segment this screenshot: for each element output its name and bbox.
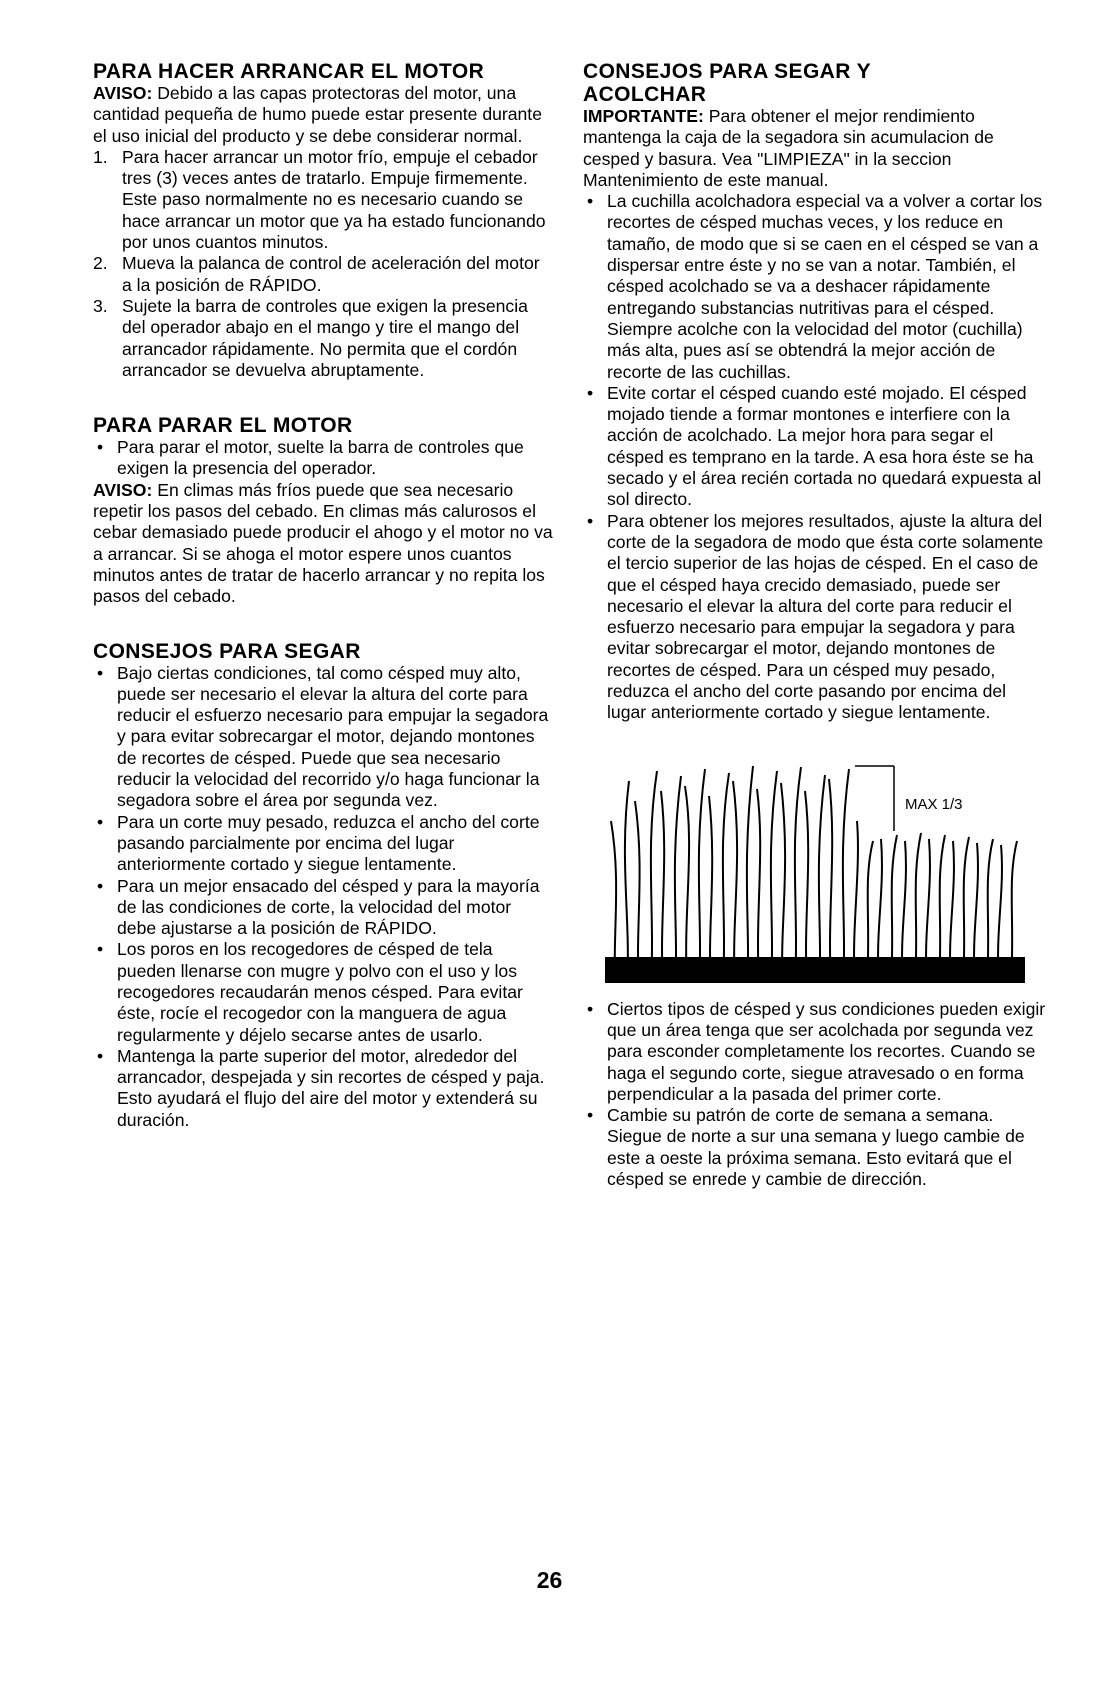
list-item: • Para un corte muy pesado, reduzca el ancho del corte pasando parcialmente por encima del lugar anteriormente cortado y siegue lentamente. [93,812,553,876]
step-text: Mueva la palanca de control de aceleración del motor a la posición de RÁPIDO. [122,253,540,295]
start-steps-list [93,147,553,381]
list-item [93,296,553,381]
list-item: • Para obtener los mejores resultados, ajuste la altura del corte de la segadora de modo que ésta corte solamente el tercio superior de las hojas de césped. En el caso de que el césped haya crecido demasiado, puede ser necesario el elevar la altura del corte para reducir el esfuerzo necesario para empujar la segadora y para evitar sobrecargar el motor, dejando montones de recortes de césped. Para un césped muy pesado, reduzca el ancho del corte pasando por encima del lugar anteriormente cortado y siegue lentamente. [583,511,1048,724]
aviso-paragraph [93,83,553,147]
list-item [93,147,553,253]
section-title-stop-engine: PARA PARAR EL MOTOR [93,414,353,438]
section-title-start-engine: PARA HACER ARRANCAR EL MOTOR [93,60,485,83]
page-number: 26 [536,1567,563,1593]
list-item: • Para parar el motor, suelte la barra de controles que exigen la presencia del operador. [93,437,553,480]
list-item: • Bajo ciertas condiciones, tal como césped muy alto, puede ser necesario el elevar la altura del corte para reducir el esfuerzo necesario para empujar la segadora y para evitar sobrecargar el motor, dejando montones de recortes de césped. Puede que sea necesario reducir la velocidad del recorrido y/o haga funcionar la segadora sobre el área por segunda vez. [93,663,553,812]
mulching-tips-list [583,191,1048,723]
aviso-text: En climas más fríos puede que sea necesario repetir los pasos del cebado. En climas más calurosos el cebar demasiado puede producir el ahogo y el motor no va a arrancar. Si se ahoga el motor espere unos cuantos minutos antes de tratar de hacerlo arrancar y no repita los pasos del cebado. [93,479,553,607]
list-item: • Ciertos tipos de césped y sus condiciones pueden exigir que un área tenga que ser acolchada por segunda vez para esconder completamente los recortes. Cuando se haga el segundo corte, siegue atravesado o en forma perpendicular a la pasada del primer corte. [583,999,1048,1105]
max-cut-label: MAX 1/3 [905,795,963,813]
aviso-label: AVISO: [93,83,153,103]
step-number: 1. [93,146,108,167]
mulching-tips-list-cont [583,999,1048,1191]
list-item [93,253,553,296]
step-number: 3. [93,295,108,316]
important-paragraph [583,106,1048,191]
aviso-text: Debido a las capas protectoras del motor, una cantidad pequeña de humo puede estar presente durante el uso inicial del producto y se debe considerar normal. [93,83,542,146]
list-item: • Mantenga la parte superior del motor, alrededor del arrancador, despejada y sin recortes de césped y paja. Esto ayudará el flujo del aire del motor y extenderá su duración. [93,1046,553,1131]
grass-height-figure [605,761,1025,983]
right-column [583,60,1048,1190]
stop-list [93,437,553,480]
step-number: 2. [93,253,108,274]
important-label: IMPORTANTE: [583,106,704,126]
list-item: • Para un mejor ensacado del césped y para la mayoría de las condiciones de corte, la velocidad del motor debe ajustarse a la posición de RÁPIDO. [93,876,553,940]
step-text: Para hacer arrancar un motor frío, empuje el cebador tres (3) veces antes de tratarlo. Empuje firmemente. Este paso normalmente no es necesario cuando se hace arrancar un motor que ya ha estado funcionando por unos cuantos minutos. [122,146,546,253]
step-text: Sujete la barra de controles que exigen la presencia del operador abajo en el mango y tire el mango del arrancador rápidamente. No permita que el cordón arrancador se devuelva abruptamente. [122,295,528,380]
section-title-mulching-tips: CONSEJOS PARA SEGAR Y ACOLCHAR [583,60,872,106]
list-item: • Los poros en los recogedores de césped de tela pueden llenarse con mugre y polvo con el uso y los recogedores recaudarán menos césped. Para evitar éste, rocíe el recogedor con la manguera de agua regularmente y déjelo secarse antes de usarlo. [93,939,553,1045]
aviso-paragraph [93,480,553,608]
aviso-label: AVISO: [93,479,153,500]
list-item: • Evite cortar el césped cuando esté mojado. El césped mojado tiende a formar montones e interfiere con la acción de acolchado. La mejor hora para segar el césped es temprano en la tarde. A esa hora éste se ha secado y el área recién cortada no quedará expuesta al sol directo. [583,383,1048,511]
important-text: Para obtener el mejor rendimiento mantenga la caja de la segadora sin acumulacion de cesped y basura. Vea "LIMPIEZA" in la seccion Mantenimiento de este manual. [583,106,994,190]
section-title-mowing-tips: CONSEJOS PARA SEGAR [93,639,361,663]
list-item: • La cuchilla acolchadora especial va a volver a cortar los recortes de césped muchas veces, y los reduce en tamaño, de modo que si se caen en el césped se van a dispersar entre éste y no se van a notar. También, el césped acolchado se va a deshacer rápidamente entregando substancias nutritivas para el césped. Siempre acolche con la velocidad del motor (cuchilla) más alta, pues así se obtendrá la mejor acción de recorte de las cuchillas. [583,191,1048,383]
left-column [93,60,553,1131]
list-item: • Cambie su patrón de corte de semana a semana. Siegue de norte a sur una semana y luego cambie de este a oeste la próxima semana. Esto evitará que el césped se enrede y cambie de dirección. [583,1105,1048,1190]
mowing-tips-list [93,663,553,1132]
